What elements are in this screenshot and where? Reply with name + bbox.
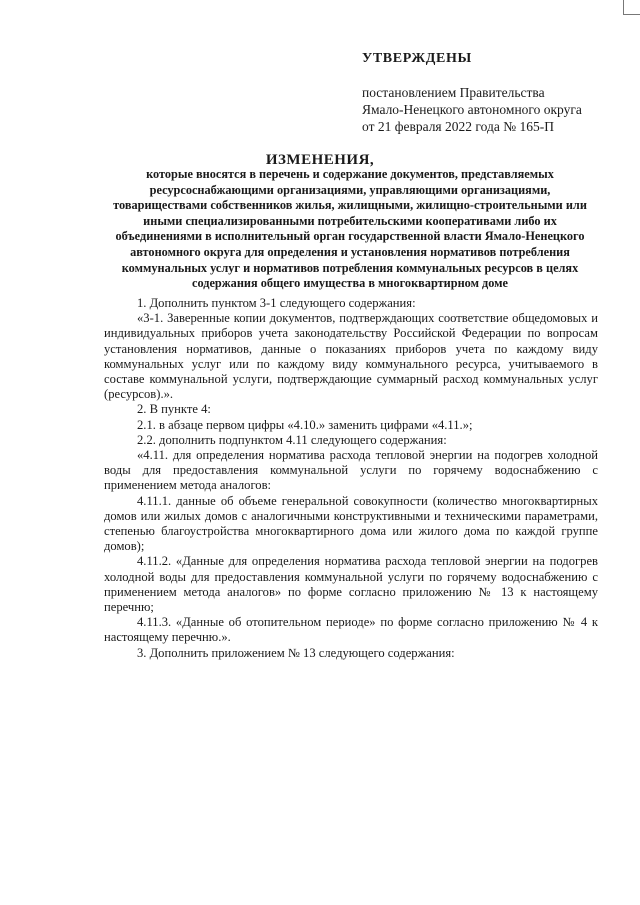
approval-line-3: от 21 февраля 2022 года № 165-П [362,119,554,134]
paragraph-1: 1. Дополнить пунктом 3-1 следующего содержания: [137,296,416,310]
paragraph-3: 2. В пункте 4: [137,402,211,417]
approval-block [362,50,582,135]
document-title: ИЗМЕНЕНИЯ, [265,152,375,168]
paragraph-5: 2.2. дополнить подпунктом 4.11 следующего содержания: [137,432,447,447]
paragraph-2: «3-1. Заверенные копии документов, подтверждающих соответствие общедомовых и индивидуальных приборов учета законодательству Российской Федерации по вопросам установления нормативов, данные о показаниях приборов учета по каждому виду коммунальных услуг или по каждому виду коммунального ресурса, учитываемого в составе коммунальной услуги, подтверждающие суммарный расход коммунальных услуг (ресурсов).». [104,311,598,402]
paragraph-9: 4.11.3. «Данные об отопительном периоде» по форме согласно приложению № 4 к настоящему перечню.». [104,615,598,645]
paragraph-4: 2.1. в абзаце первом цифры «4.10.» заменить цифрами «4.11.»; [137,417,473,432]
paragraph-7: 4.11.1. данные об объеме генеральной совокупности (количество многоквартирных домов или жилых домов с аналогичными конструктивными и техническими параметрами, степенью благоустройства многоквартирного дома или жилого дома по каждой группе домов); [104,493,598,554]
paragraph-8: 4.11.2. «Данные для определения норматива расхода тепловой энергии на подогрев холодной воды для предоставления коммунальной услуги по горячему водоснабжению с применением метода аналогов» по форме согласно приложению № 13 к настоящему перечню; [104,554,598,615]
paragraph-10: 3. Дополнить приложением № 13 следующего содержания: [137,645,455,660]
scan-corner-mark [623,0,640,15]
paragraph-6: «4.11. для определения норматива расхода тепловой энергии на подогрев холодной воды для предоставления коммунальной услуги по горячему водоснабжению с применением метода аналогов: [104,448,598,493]
document-subtitle: которые вносятся в перечень и содержание документов, представляемых ресурсоснабжающими организациями, управляющими организациями, товариществами собственников жилья, жилищными, жилищно-строительными или иными специализированными потребительскими кооперативами либо их объединениями в исполнительный орган государственной власти Ямало-Ненецкого автономного округа для определения и установления нормативов потребления коммунальных услуг и нормативов потребления коммунальных ресурсов в целях содержания общего имущества в многоквартирном доме [113,167,587,291]
approval-heading: УТВЕРЖДЕНЫ [362,51,472,66]
approval-line-2: Ямало-Ненецкого автономного округа [362,102,582,117]
approval-line-1: постановлением Правительства [362,85,545,100]
document-body [104,296,598,661]
